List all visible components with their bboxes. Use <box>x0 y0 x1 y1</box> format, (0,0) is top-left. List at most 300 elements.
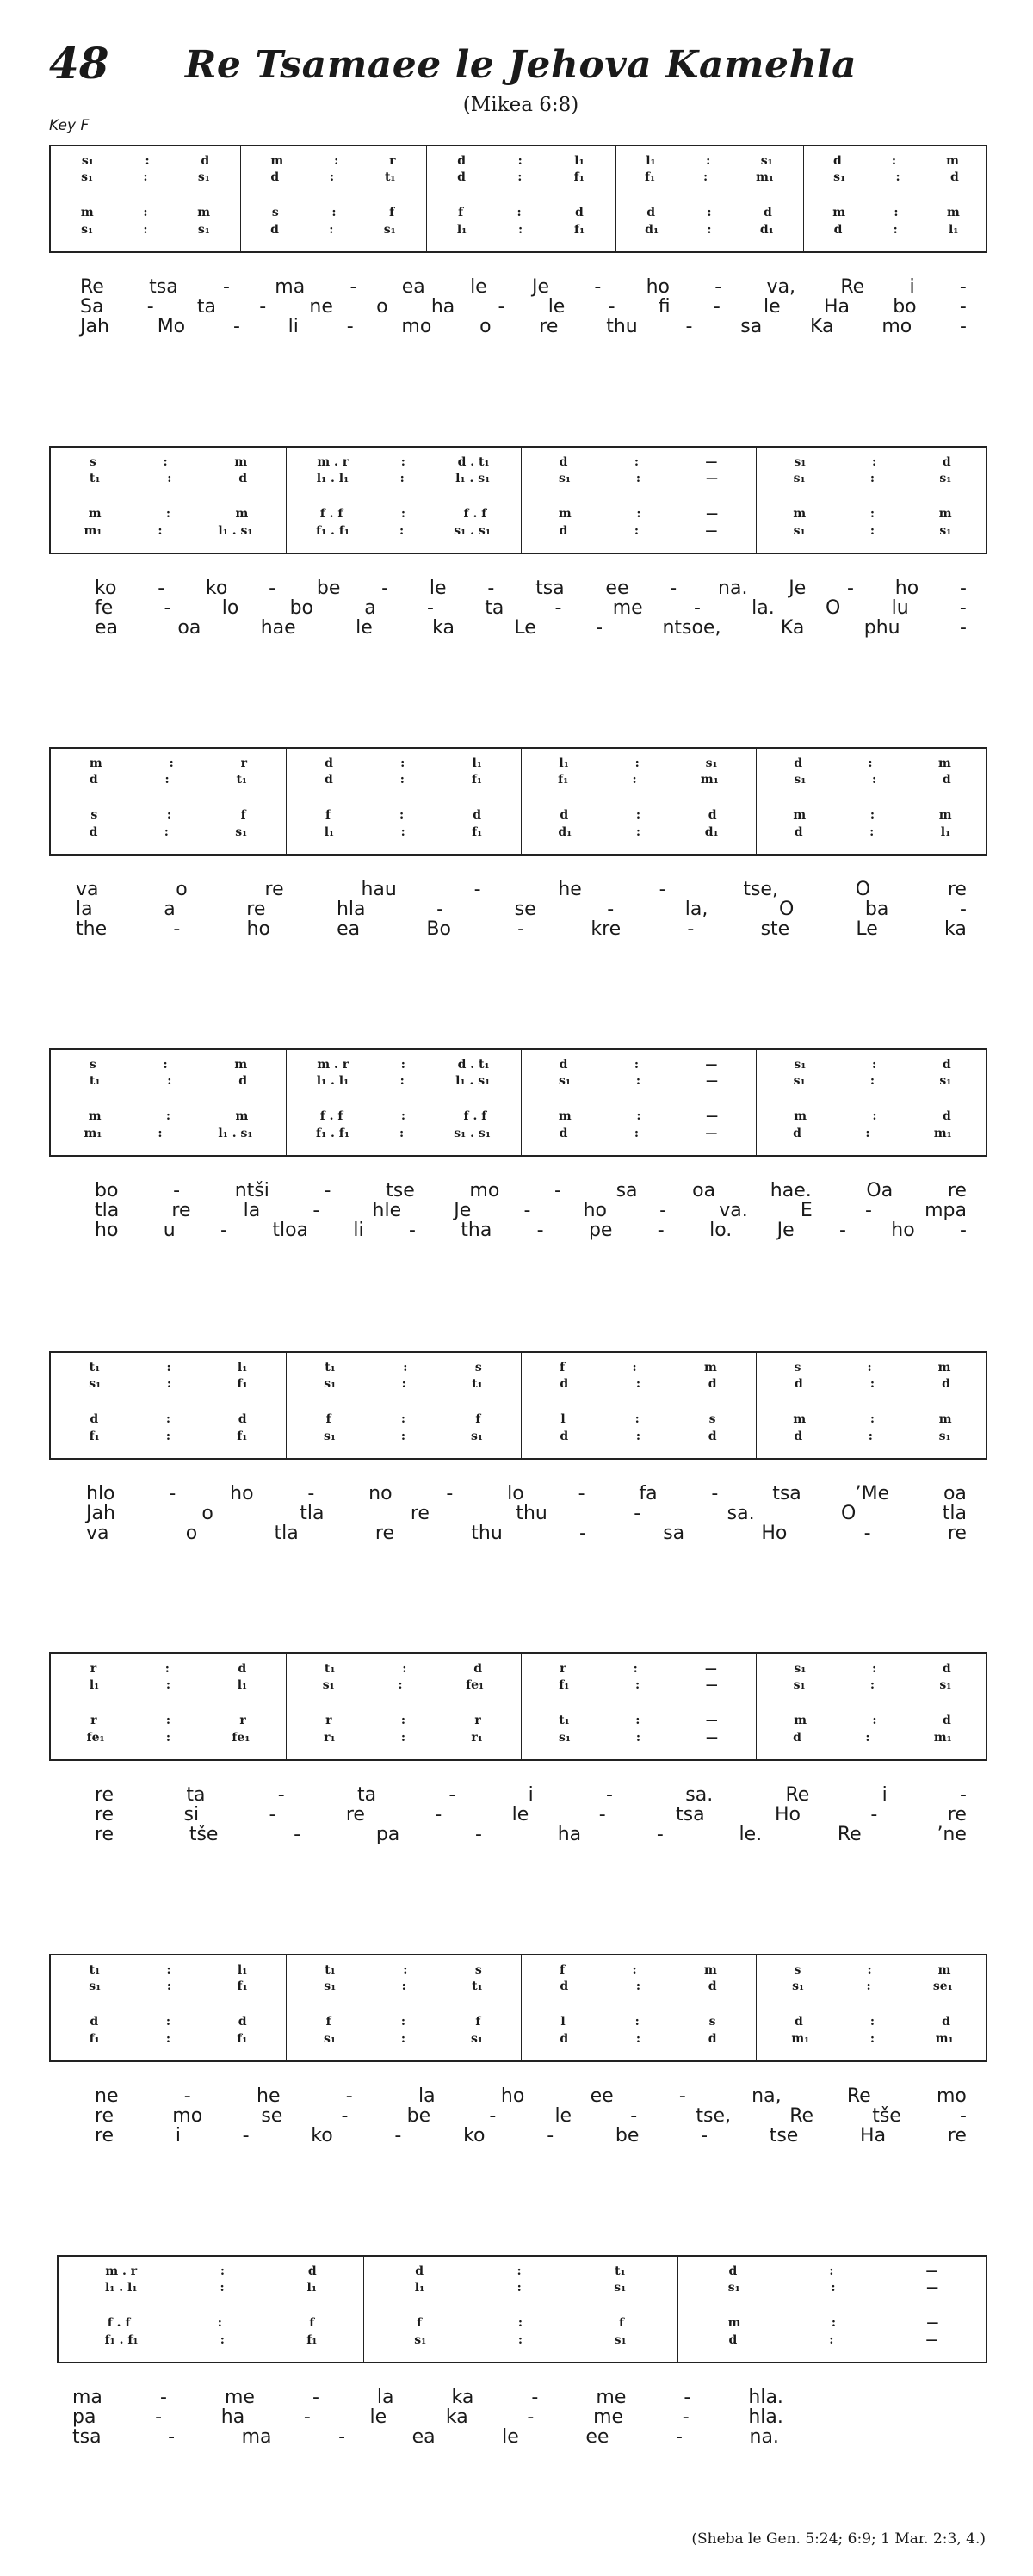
lyric-syllable: me <box>612 597 643 619</box>
lyric-syllable: oa <box>943 1483 967 1504</box>
solfa-note: : <box>165 1430 171 1443</box>
solfa-note: f . f <box>107 2316 131 2330</box>
solfa-note: f <box>325 808 331 822</box>
solfa-note: m <box>235 507 249 521</box>
lyric-syllable: hla. <box>748 2406 783 2428</box>
solfa-note: s₁ <box>558 1731 571 1745</box>
solfa-note: m <box>832 206 846 219</box>
lyric-syllable: ka <box>432 617 455 639</box>
solfa-note: d <box>794 757 802 770</box>
music-system <box>0 145 1033 403</box>
solfa-note: : <box>400 1714 406 1727</box>
voice-row <box>56 1713 281 1728</box>
lyric-syllable: ea <box>411 2426 436 2448</box>
solfa-note: m . r <box>317 455 349 469</box>
lyric-syllable: o <box>176 879 188 900</box>
solfa-note: : <box>517 170 523 184</box>
solfa-note: d <box>708 2032 717 2046</box>
solfa-note: m <box>88 1109 102 1123</box>
lyric-syllable: me <box>224 2387 255 2408</box>
lyric-syllable: re <box>947 1804 967 1825</box>
voice-row <box>291 807 516 823</box>
lyric-syllable: re <box>95 2105 114 2127</box>
solfa-note: : <box>635 1074 641 1088</box>
lyric-syllable: - <box>960 1220 967 1241</box>
voice-row <box>56 772 281 788</box>
lyric-syllable: ho <box>500 2085 525 2107</box>
staff-box <box>49 1652 987 1761</box>
voice-row <box>291 1073 516 1089</box>
lyric-line <box>95 616 967 640</box>
voice-row <box>526 506 751 522</box>
lyric-syllable: Oa <box>866 1180 894 1202</box>
solfa-note: m₁ <box>756 170 775 184</box>
lyric-syllable: sa. <box>727 1503 755 1524</box>
lyric-syllable: na, <box>752 2085 782 2107</box>
lyric-syllable: Je <box>532 276 550 298</box>
staff-box <box>57 2255 987 2363</box>
lyric-syllable: he <box>558 879 582 900</box>
voice-row <box>56 825 281 840</box>
lyric-syllable: va, <box>766 276 796 298</box>
solfa-note: r <box>90 1662 97 1676</box>
voice-row <box>431 222 610 238</box>
solfa-note: : <box>399 524 405 538</box>
solfa-note: : <box>869 825 875 839</box>
lyric-syllable: Ho <box>761 1523 788 1544</box>
solfa-note: f₁ <box>237 2032 248 2046</box>
barline <box>803 146 804 251</box>
lyric-syllable: be <box>406 2105 431 2127</box>
lyric-syllable: re <box>410 1503 430 1524</box>
lyric-syllable: ne <box>95 2085 119 2107</box>
lyric-syllable: sa. <box>685 1784 714 1806</box>
solfa-note: d <box>795 2015 803 2029</box>
solfa-note: : <box>167 1074 172 1088</box>
solfa-note: d . t₁ <box>457 1058 490 1072</box>
lyric-syllable: tsa <box>149 276 178 298</box>
voice-row <box>761 772 984 788</box>
lyric-syllable: thu <box>471 1523 503 1544</box>
lyric-syllable: ma <box>275 276 306 298</box>
solfa-note: f₁ <box>558 773 569 787</box>
lyric-syllable: - <box>678 2085 686 2107</box>
lyric-line <box>95 1823 967 1847</box>
solfa-note: l₁ <box>237 1361 248 1374</box>
solfa-note: d₁ <box>704 825 719 839</box>
lyric-syllable: va <box>86 1523 109 1544</box>
solfa-note: : <box>633 1662 638 1676</box>
lyric-syllable: - <box>489 2105 497 2127</box>
barline <box>756 448 757 553</box>
lyric-syllable: u <box>163 1220 176 1241</box>
barline <box>677 2257 678 2362</box>
voice-row <box>526 454 751 470</box>
solfa-note: f <box>619 2316 625 2330</box>
solfa-note: m <box>80 206 94 219</box>
solfa-note: d <box>763 206 772 219</box>
lyric-syllable: thu <box>606 316 638 337</box>
voice-row <box>291 1126 516 1141</box>
lyric-syllable: o <box>376 296 388 318</box>
solfa-note: : <box>217 2316 222 2330</box>
solfa-note: l₁ <box>89 1678 100 1692</box>
voice-row <box>526 471 751 486</box>
solfa-note: : <box>869 1377 875 1391</box>
solfa-note: m₁ <box>933 1731 952 1745</box>
solfa-note: : <box>401 1980 406 1993</box>
solfa-note: : <box>164 1662 170 1676</box>
voice-row <box>56 1126 281 1141</box>
solfa-note: : <box>865 1127 870 1140</box>
solfa-note: d <box>89 773 98 787</box>
lyric-syllable: fe <box>95 597 114 619</box>
solfa-note: d <box>942 1377 950 1391</box>
solfa-note: : <box>329 223 334 237</box>
solfa-note: s₁ <box>760 154 773 168</box>
solfa-note: m <box>793 507 807 521</box>
voice-row <box>291 1412 516 1427</box>
lyric-syllable: - <box>864 1200 872 1221</box>
solfa-note: se₁ <box>932 1980 953 1993</box>
lyric-syllable: na. <box>718 578 748 599</box>
solfa-note: : <box>401 1377 406 1391</box>
solfa-note: s₁ <box>383 223 396 237</box>
voice-row <box>291 1360 516 1375</box>
measure <box>291 448 516 553</box>
scripture-reference: (Mikea 6:8) <box>462 94 579 116</box>
solfa-note: : <box>400 2015 406 2029</box>
solfa-note: s <box>794 1361 801 1374</box>
solfa-note: l₁ <box>324 825 335 839</box>
voice-row <box>526 1376 751 1392</box>
lyric-syllable: ne <box>309 296 333 318</box>
lyric-syllable: - <box>606 1784 613 1806</box>
lyric-syllable: - <box>682 2406 690 2428</box>
solfa-note: s₁ <box>81 223 94 237</box>
solfa-note: : <box>400 825 405 839</box>
solfa-note: d <box>793 1731 801 1745</box>
voice-row <box>245 170 421 185</box>
lyric-syllable: - <box>183 2085 191 2107</box>
solfa-note: : <box>635 1731 641 1745</box>
lyric-syllable: - <box>155 2406 163 2428</box>
solfa-note: f <box>240 808 246 822</box>
voice-row <box>526 1962 751 1978</box>
lyric-syllable: re <box>947 879 967 900</box>
solfa-note: — <box>706 472 719 485</box>
lyric-syllable: re <box>246 899 266 920</box>
solfa-note: : <box>634 1412 640 1426</box>
lyric-syllable: ntši <box>234 1180 269 1202</box>
lyric-syllable: le <box>547 296 566 318</box>
solfa-note: d <box>833 154 842 168</box>
voice-row <box>291 1057 516 1072</box>
music-system <box>0 747 1033 1005</box>
lyric-syllable: ko <box>311 2125 333 2147</box>
voice-row <box>761 1109 984 1124</box>
measure <box>526 749 751 854</box>
voice-row <box>761 506 984 522</box>
solfa-note: s₁ <box>793 472 806 485</box>
solfa-note: m <box>88 507 102 521</box>
lyric-syllable: - <box>436 899 444 920</box>
lyric-syllable: Le <box>856 918 878 940</box>
solfa-note: t₁ <box>324 1662 336 1676</box>
lyric-syllable: i <box>909 276 915 298</box>
solfa-note: r₁ <box>471 1731 483 1745</box>
lyric-line <box>72 2425 779 2449</box>
solfa-note: d <box>457 170 466 184</box>
solfa-note: : <box>165 2015 171 2029</box>
solfa-note: r <box>240 757 248 770</box>
solfa-note: r <box>474 1714 481 1727</box>
solfa-note: f₁ . f₁ <box>316 524 349 538</box>
lyric-syllable: tla <box>95 1200 120 1221</box>
lyric-syllable: - <box>676 2426 683 2448</box>
lyric-syllable: thu <box>516 1503 547 1524</box>
lyric-syllable: - <box>307 1483 315 1504</box>
barline <box>756 749 757 854</box>
lyric-syllable: pa <box>375 1824 400 1845</box>
solfa-note: d <box>90 1412 99 1426</box>
solfa-note: s <box>271 206 279 219</box>
lyric-syllable: la <box>243 1200 261 1221</box>
lyric-syllable: ta <box>186 1784 206 1806</box>
voice-row <box>526 825 751 840</box>
lyric-syllable: mo <box>172 2105 203 2127</box>
lyric-syllable: le <box>502 2426 519 2448</box>
lyric-syllable: Re <box>840 276 865 298</box>
measure <box>431 146 610 251</box>
solfa-note: — <box>705 455 718 469</box>
voice-row <box>621 205 798 220</box>
measure <box>56 1955 281 2060</box>
solfa-note: — <box>705 1058 718 1072</box>
staff-box <box>49 1351 987 1460</box>
barline <box>521 1353 522 1458</box>
solfa-note: fe₁ <box>466 1678 485 1692</box>
voice-row <box>56 222 235 238</box>
solfa-note: s₁ <box>197 223 210 237</box>
solfa-note: r <box>90 1714 97 1727</box>
voice-row <box>808 222 984 238</box>
measure <box>526 448 751 553</box>
voice-row <box>526 2014 751 2029</box>
measure <box>683 2257 984 2362</box>
solfa-note: m <box>937 1963 951 1977</box>
voice-row <box>761 471 984 486</box>
solfa-note: : <box>158 1127 163 1140</box>
lyric-syllable: ea <box>95 617 119 639</box>
lyric-syllable: - <box>294 1824 301 1845</box>
lyric-syllable: o <box>185 1523 198 1544</box>
lyric-syllable: - <box>168 2426 176 2448</box>
solfa-note: s₁ <box>322 1678 335 1692</box>
voice-row <box>761 1661 984 1677</box>
lyric-syllable: Sa <box>80 296 104 318</box>
solfa-note: : <box>632 1963 637 1977</box>
solfa-note: d <box>559 1058 568 1072</box>
voice-row <box>291 756 516 771</box>
lyric-syllable: - <box>338 2426 346 2448</box>
solfa-note: s <box>708 2015 716 2029</box>
lyric-syllable: tsa <box>772 1483 801 1504</box>
key-signature: Key F <box>49 117 90 134</box>
lyric-syllable: no <box>368 1483 393 1504</box>
lyric-syllable: - <box>259 296 267 318</box>
solfa-note: m₁ <box>84 524 102 538</box>
measure <box>56 1353 281 1458</box>
lyric-syllable: re <box>171 1200 191 1221</box>
lyric-syllable: - <box>517 918 525 940</box>
solfa-note: d <box>560 1430 569 1443</box>
lyric-syllable: - <box>630 2105 638 2127</box>
lyric-syllable: le. <box>739 1824 763 1845</box>
lyric-syllable: ho <box>583 1200 607 1221</box>
solfa-note: : <box>518 223 523 237</box>
solfa-note: : <box>636 507 641 521</box>
lyric-syllable: Jah <box>80 316 109 337</box>
voice-row <box>526 1412 751 1427</box>
solfa-note: : <box>165 1731 171 1745</box>
lyric-line <box>86 1522 967 1546</box>
solfa-note: m . r <box>317 1058 349 1072</box>
lyric-syllable: - <box>341 2105 349 2127</box>
barline <box>286 1353 287 1458</box>
voice-row <box>291 523 516 539</box>
solfa-note: l₁ . s₁ <box>455 472 491 485</box>
solfa-note: l₁ <box>414 2281 425 2295</box>
solfa-note: : <box>167 472 172 485</box>
solfa-note: : <box>400 2032 406 2046</box>
solfa-note: s₁ <box>792 1980 805 1993</box>
solfa-note: : <box>635 1980 641 1993</box>
solfa-note: d <box>942 1662 951 1676</box>
lyric-syllable: - <box>579 1523 586 1544</box>
lyric-syllable: - <box>714 276 722 298</box>
voice-row <box>56 1360 281 1375</box>
lyric-syllable: ka <box>445 2406 468 2428</box>
lyric-syllable: bo <box>893 296 917 318</box>
solfa-note: l₁ <box>237 1678 248 1692</box>
lyric-syllable: - <box>223 276 230 298</box>
solfa-note: l₁ <box>559 757 569 770</box>
voice-row <box>526 2031 751 2047</box>
measure <box>761 1955 984 2060</box>
staff-box <box>49 1048 987 1157</box>
lyric-syllable: - <box>959 276 967 298</box>
solfa-note: : <box>707 206 712 219</box>
lyric-syllable: ’Me <box>855 1483 890 1504</box>
solfa-note: d <box>708 808 717 822</box>
solfa-note: s₁ <box>794 455 807 469</box>
voice-row <box>761 1713 984 1728</box>
solfa-note: r₁ <box>324 1731 336 1745</box>
solfa-note: f₁ <box>573 170 585 184</box>
solfa-note: f₁ <box>89 1430 100 1443</box>
lyric-syllable: - <box>634 1503 641 1524</box>
solfa-note: : <box>703 170 708 184</box>
lyric-syllable: - <box>959 296 967 318</box>
voice-row <box>526 1109 751 1124</box>
lyric-syllable: re <box>95 1824 114 1845</box>
solfa-note: — <box>705 1714 718 1727</box>
solfa-note: d <box>560 808 569 822</box>
solfa-note: d <box>324 773 333 787</box>
lyric-syllable: le <box>470 276 487 298</box>
lyric-syllable: - <box>536 1220 544 1241</box>
voice-row <box>761 1360 984 1375</box>
lyric-syllable: Le <box>514 617 536 639</box>
solfa-note: : <box>869 1678 875 1692</box>
solfa-note: f₁ <box>471 773 482 787</box>
solfa-note: s₁ <box>793 524 806 538</box>
staff-box <box>49 1954 987 2062</box>
solfa-note: m <box>938 808 952 822</box>
solfa-note: d <box>942 773 951 787</box>
solfa-note: : <box>400 757 405 770</box>
voice-row <box>526 1661 751 1677</box>
lyric-syllable: tše <box>189 1824 219 1845</box>
lyric-syllable: ee <box>585 2426 609 2448</box>
lyric-syllable: - <box>531 2387 539 2408</box>
solfa-note: f <box>475 2015 481 2029</box>
solfa-note: s <box>89 1058 96 1072</box>
lyric-syllable: - <box>656 1824 664 1845</box>
staff-box <box>49 446 987 554</box>
barline <box>521 1050 522 1155</box>
lyric-syllable: be <box>316 578 341 599</box>
solfa-note: : <box>872 455 877 469</box>
solfa-note: f <box>475 1412 481 1426</box>
voice-row <box>56 1979 281 1994</box>
lyric-syllable: - <box>554 1180 561 1202</box>
voice-row <box>621 222 798 238</box>
measure <box>621 146 798 251</box>
lyric-syllable: - <box>164 597 171 619</box>
solfa-note: : <box>400 1731 406 1745</box>
solfa-note: : <box>635 1377 641 1391</box>
lyric-syllable: le <box>429 578 447 599</box>
voice-row <box>245 153 421 169</box>
solfa-note: : <box>158 524 163 538</box>
voice-row <box>761 1376 984 1392</box>
solfa-note: f <box>560 1361 566 1374</box>
solfa-note: l₁ . s₁ <box>218 524 253 538</box>
solfa-note: f . f <box>319 1109 343 1123</box>
lyric-syllable: ho <box>230 1483 254 1504</box>
solfa-note: : <box>402 1662 407 1676</box>
barline <box>286 1955 287 2060</box>
lyric-syllable: - <box>959 899 967 920</box>
lyric-syllable: tše <box>872 2105 901 2127</box>
lyric-syllable: - <box>527 2406 535 2428</box>
solfa-note: l₁ <box>574 154 585 168</box>
solfa-note: : <box>632 773 637 787</box>
voice-row <box>368 2332 672 2348</box>
voice-row <box>526 1057 751 1072</box>
lyric-syllable: ea <box>337 918 361 940</box>
lyric-syllable: - <box>594 276 602 298</box>
solfa-note: : <box>632 1361 637 1374</box>
solfa-note: s₁ <box>614 2333 627 2347</box>
lyric-syllable: - <box>659 1200 667 1221</box>
solfa-note: s <box>90 808 98 822</box>
song-number: 48 <box>49 38 109 89</box>
lyric-syllable: - <box>173 918 181 940</box>
lyric-syllable: ka <box>944 918 967 940</box>
